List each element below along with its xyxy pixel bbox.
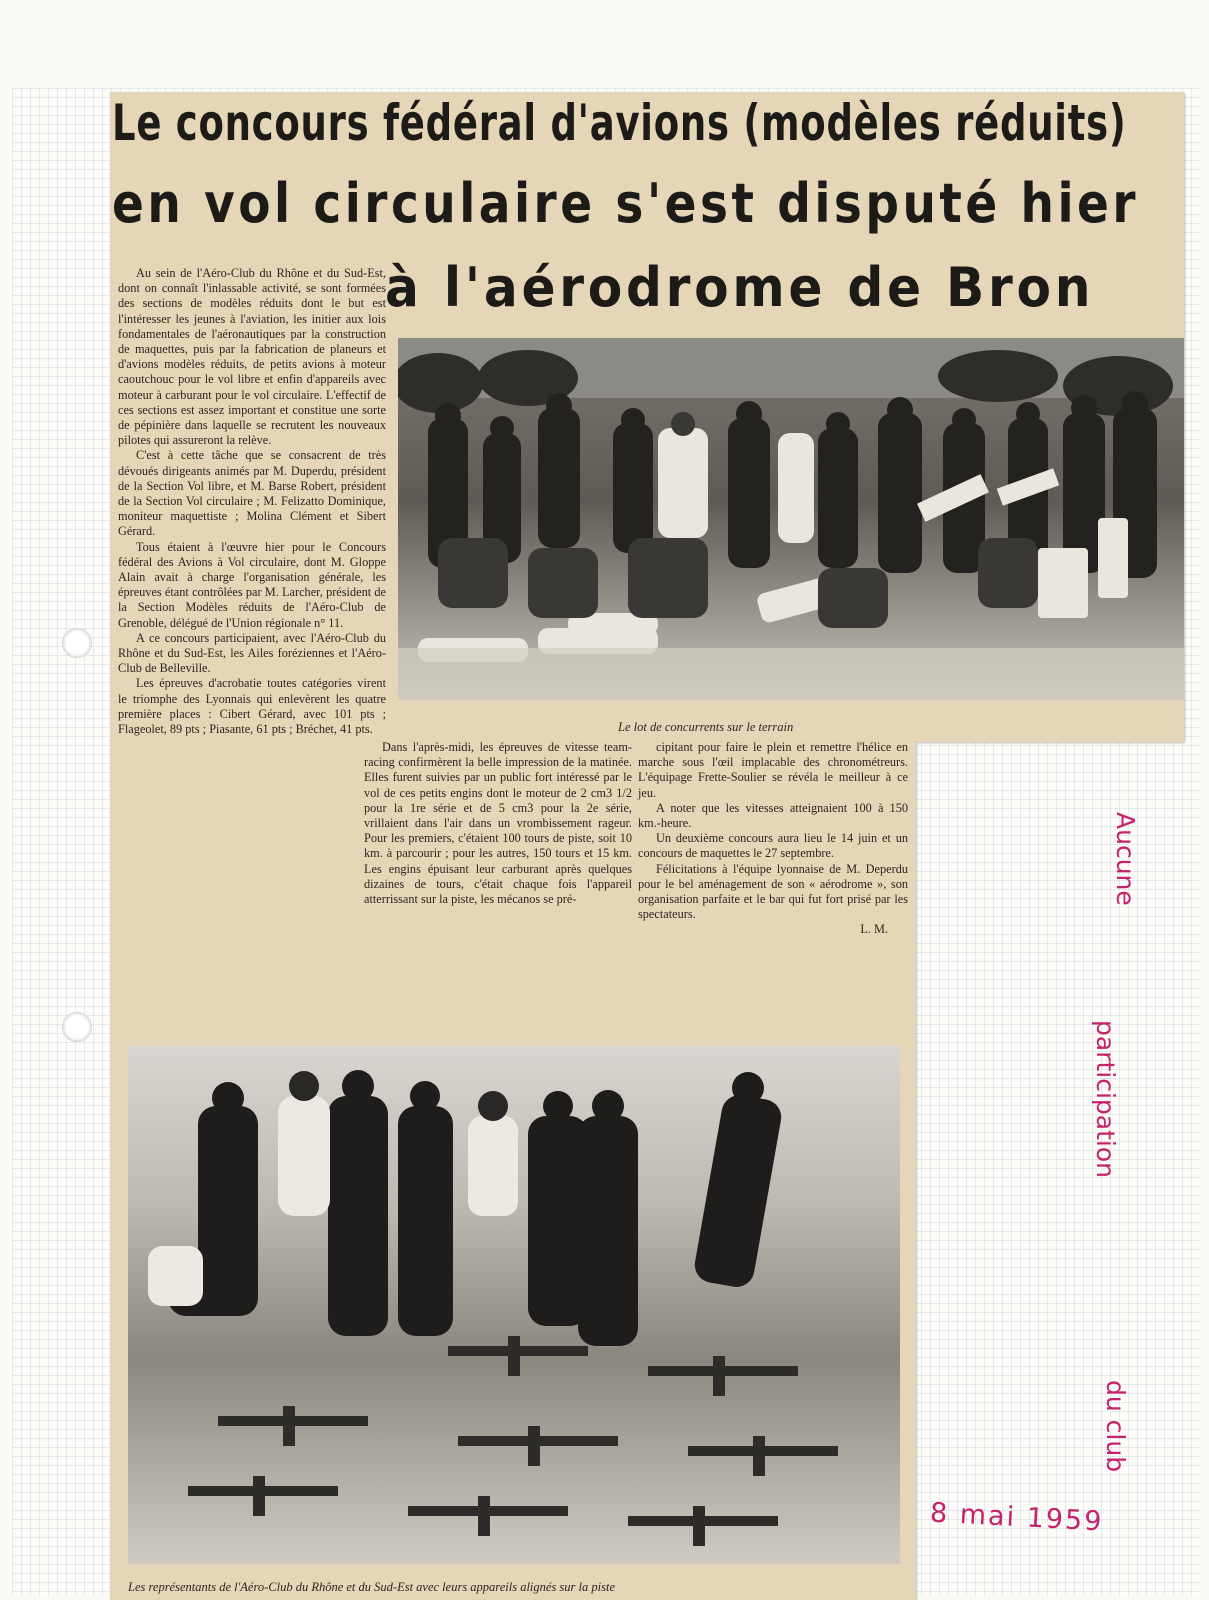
photo-competitors-drawing [398,338,1184,700]
paragraph: Félicitations à l'équipe lyonnaise de M. Deperdu pour le bel aménagement de son « aérodrome », son organisation parfaite et le bar qui fut fort prisé par les spectateurs. [638,861,908,922]
article-column-2 [364,740,632,907]
caption-top-photo: Le lot de concurrents sur le terrain [618,720,794,734]
headline-line-1: Le concours fédéral d'avions (modèles réduits) [112,94,1127,152]
headline-line-3: à l'aérodrome de Bron [385,256,1095,319]
article-column-1 [118,266,386,737]
paragraph: Au sein de l'Aéro-Club du Rhône et du Sud-Est, dont on connaît l'inlassable activité, se sont formées des sections de modèles réduits dont le but est l'intéresser les jeunes à l'aviation, les initier aux lois fondamentales de l'aéronautiques par la construction de maquettes, puis par la fabrication de planeurs et d'avions modèles réduits, de petits avions à moteur caoutchouc pour le vol libre et enfin d'appareils avec moteur à carburant pour le vol circulaire. L'effectif de ces sections est assez important et constitue une sorte de pépinière dans laquelle se recrutent les nouveaux pilotes qui assureront la relève. [118,266,386,448]
paragraph: Dans l'après-midi, les épreuves de vitesse team-racing confirmèrent la belle impression de la matinée. Elles furent suivies par un public fort intéressé par le vol de ces petits engins dont le moteur de 2 cm3 1/2 pour la 1re série et de 5 cm3 pour la 2e série, vrillaient dans l'air dans un vrombissement rageur. Pour les premiers, c'étaient 100 tours de piste, soit 10 km. à parcourir ; pour les autres, 150 tours et 15 km. Les engins épuisant leur carburant après quelques dizaines de tours, c'était chaque fois l'appareil atterrissant sur la piste, les mécanos se pré- [364,740,632,907]
handwritten-note-line-3: du club [1101,1380,1130,1473]
photo-club-representatives [128,1046,900,1564]
punch-hole [62,1012,92,1042]
handwritten-date: 8 mai 1959 [929,1497,1105,1538]
paragraph: Un deuxième concours aura lieu le 14 juin et un concours de maquettes le 27 septembre. [638,831,908,861]
punch-hole [62,628,92,658]
caption-bottom-photo: Les représentants de l'Aéro-Club du Rhône et du Sud-Est avec leurs appareils alignés sur la piste [128,1580,615,1594]
paragraph: Les épreuves d'acrobatie toutes catégories virent le triomphe des Lyonnais qui enlevèrent les quatre première places : Cibert Gérard, avec 101 pts ; Flageolet, 89 pts ; Piasante, 61 pts ; Bréchet, 41 pts. [118,676,386,737]
paragraph: cipitant pour faire le plein et remettre l'hélice en marche sous l'œil implacable des chronométreurs. L'équipage Frette-Soulier se révéla le meilleur à ce jeu. [638,740,908,800]
handwritten-note-line-2: participation [1091,1020,1120,1178]
paragraph: A noter que les vitesses atteignaient 100 à 150 km.-heure. [638,800,908,831]
paragraph: C'est à cette tâche que se consacrent de très dévoués dirigeants animés par M. Duperdu, président de la Section Vol libre, et M. Barse Robert, président de la Section Vol circulaire ; M. Felizatto Dominique, moniteur maquettiste ; Molina Clément et Sibert Gérard. [118,448,386,539]
article-column-3 [638,740,908,938]
photo-club-representatives-drawing [128,1046,900,1564]
article-signature: L. M. [860,922,888,937]
paragraph: Tous étaient à l'œuvre hier pour le Concours fédéral des Avions à Vol circulaire, dont M. Gloppe Alain avait à charge l'organisation générale, les épreuves étant contrôlées par M. Larcher, président de la Section Modèles réduits de l'Aéro-Club de Grenoble, délégué de l'Union régionale n° 11. [118,539,386,630]
photo-competitors [398,338,1184,700]
headline-line-2: en vol circulaire s'est disputé hier [112,172,1140,235]
handwritten-note-line-1: Aucune [1111,812,1140,906]
paragraph: A ce concours participaient, avec l'Aéro-Club du Rhône et du Sud-Est, les Ailes foréziennes et l'Aéro-Club de Belleville. [118,630,386,676]
